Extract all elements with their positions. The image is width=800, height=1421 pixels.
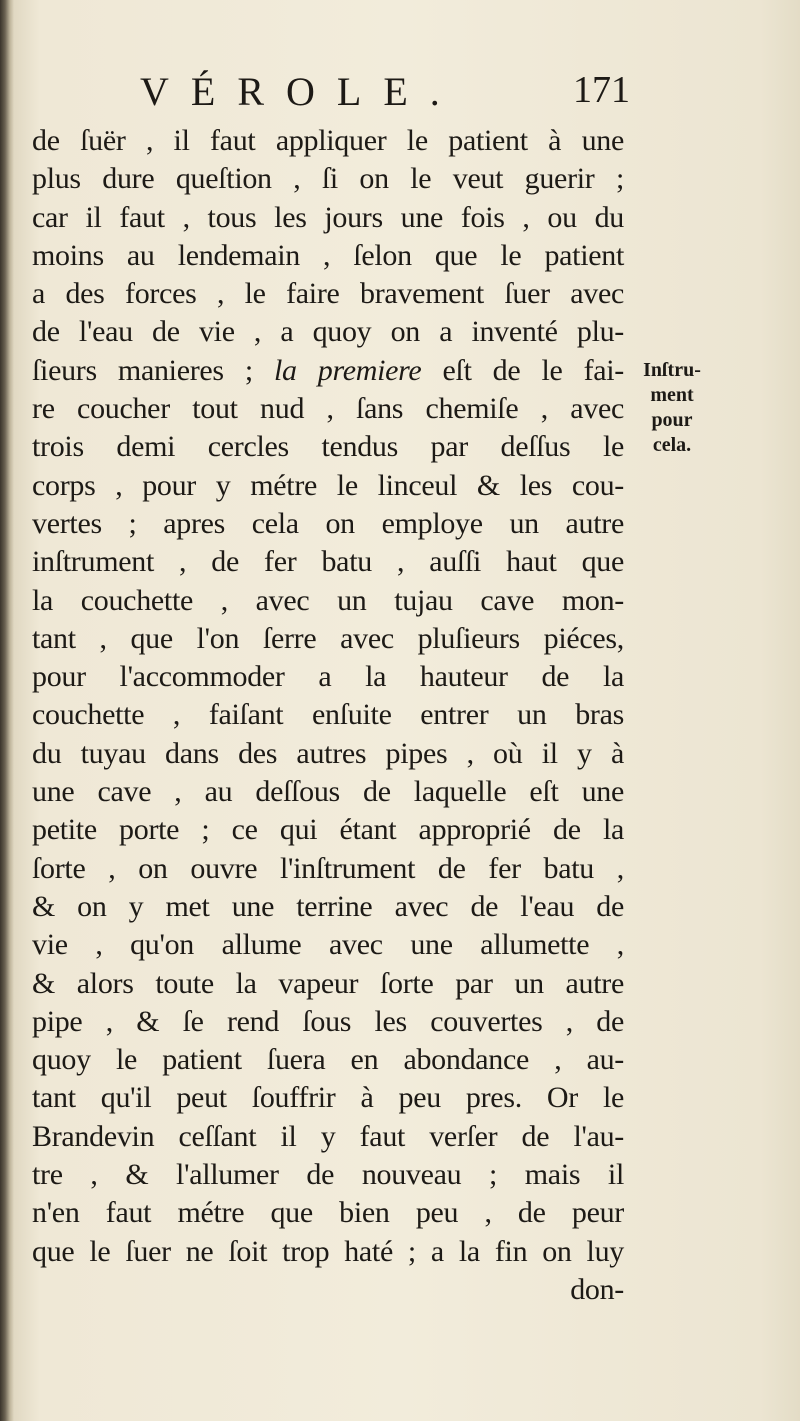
text-line: quoy le patient ſuera en abondance , au- xyxy=(32,1043,624,1077)
text-line: trois demi cercles tendus par deſſus le xyxy=(32,430,624,464)
text-line: tant qu'il peut ſouffrir à peu pres. Or le xyxy=(32,1081,624,1115)
running-title: VÉROLE. xyxy=(140,69,462,114)
margin-note-line: cela. xyxy=(652,434,692,456)
italic-term: la premiere xyxy=(273,353,422,387)
text-line: pipe , & ſe rend ſous les couvertes , de xyxy=(32,1004,624,1038)
text-line: tant , que l'on ſerre avec pluſieurs piéces, xyxy=(32,621,624,655)
text-segment: ſieurs manieres ; xyxy=(32,353,274,387)
text-line: couchette , faiſant enſuite entrer un bras xyxy=(32,698,624,732)
text-line: pour l'accommoder a la hauteur de la xyxy=(32,660,624,694)
text-line: de l'eau de vie , a quoy on a inventé plu- xyxy=(32,315,624,349)
text-line: la couchette , avec un tujau cave mon- xyxy=(32,583,624,617)
text-line: plus dure queſtion , ſi on le veut guerir ; xyxy=(32,162,624,196)
text-line: & alors toute la vapeur ſorte par un autre xyxy=(32,966,624,1000)
margin-note-line: ment xyxy=(650,384,694,406)
text-line: inſtrument , de fer batu , auſſi haut que xyxy=(32,545,624,579)
text-line: de ſuër , il faut appliquer le patient à une xyxy=(32,124,624,157)
text-line: Brandevin ceſſant il y faut verſer de l'au- xyxy=(32,1119,624,1153)
text-line: que le ſuer ne ſoit trop haté ; a la fin on luy xyxy=(32,1234,624,1268)
text-line: petite porte ; ce qui étant approprié de la xyxy=(32,813,624,847)
text-line: moins au lendemain , ſelon que le patient xyxy=(32,238,624,272)
text-line: tre , & l'allumer de nouveau ; mais il xyxy=(32,1158,624,1192)
text-line-with-italic xyxy=(32,352,624,390)
text-line: n'en faut métre que bien peu , de peur xyxy=(32,1196,624,1230)
text-line: du tuyau dans des autres pipes , où il y à xyxy=(32,736,624,770)
margin-note xyxy=(632,358,712,458)
text-line: une cave , au deſſous de laquelle eſt une xyxy=(32,775,624,809)
binding-edge xyxy=(0,0,14,1421)
text-line: vie , qu'on allume avec une allumette , xyxy=(32,928,624,962)
text-line: ſorte , on ouvre l'inſtrument de fer batu , xyxy=(32,851,624,885)
margin-note-line: pour xyxy=(651,409,693,431)
catchword: don- xyxy=(570,1272,624,1306)
text-line: corps , pour y métre le linceul & les cou- xyxy=(32,468,624,502)
text-line: vertes ; apres cela on employe un autre xyxy=(32,506,624,540)
page-number: 171 xyxy=(573,69,630,111)
page-header xyxy=(140,68,630,118)
text-line: & on y met une terrine avec de l'eau de xyxy=(32,889,624,923)
text-segment: eſt de le fai- xyxy=(421,353,624,387)
text-line: re coucher tout nud , ſans chemiſe , avec xyxy=(32,392,624,426)
margin-note-line: Inſtru- xyxy=(643,359,701,381)
body-text xyxy=(32,122,624,1309)
text-line: car il faut , tous les jours une fois , ou du xyxy=(32,200,624,234)
text-line: a des forces , le faire bravement ſuer avec xyxy=(32,277,624,311)
